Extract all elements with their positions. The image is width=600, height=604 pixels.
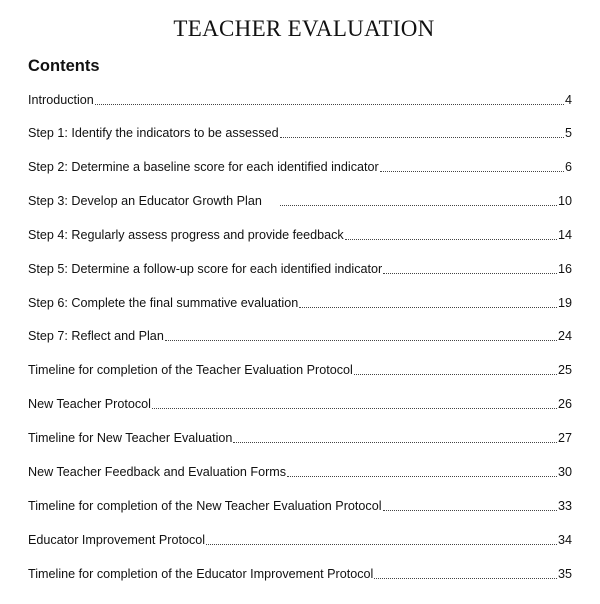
toc-page-number: 25 [557, 363, 572, 377]
toc-dot-leader [345, 239, 557, 240]
toc-dot-leader [165, 340, 557, 341]
toc-dot-leader [152, 408, 557, 409]
toc-entry-title: Timeline for completion of the New Teacher Evaluation Protocol [28, 499, 382, 513]
toc-page-number: 10 [557, 194, 572, 208]
toc-dot-leader [374, 578, 557, 579]
toc-dot-leader [383, 273, 557, 274]
toc-page-number: 19 [557, 296, 572, 310]
toc-page-number: 30 [557, 465, 572, 479]
toc-entry-title: Step 6: Complete the final summative evaluation [28, 296, 299, 310]
toc-entry-title: Step 4: Regularly assess progress and provide feedback [28, 228, 344, 242]
toc-page-number: 24 [557, 329, 572, 343]
toc-entry-new-teacher-evaluation-timeline[interactable] [28, 426, 572, 446]
toc-entry-title: Step 7: Reflect and Plan [28, 329, 164, 343]
toc-page-number: 27 [557, 431, 572, 445]
toc-entry-title: Timeline for completion of the Educator Improvement Protocol [28, 567, 374, 581]
toc-entry-educator-improvement-protocol[interactable] [28, 528, 572, 548]
toc-entry-title: Introduction [28, 93, 94, 107]
toc-entry-title: Step 3: Develop an Educator Growth Plan [28, 194, 262, 208]
toc-entry-step-2[interactable] [28, 155, 572, 175]
toc-entry-title: Educator Improvement Protocol [28, 533, 206, 547]
toc-entry-title: Step 2: Determine a baseline score for each identified indicator [28, 160, 379, 174]
toc-dot-leader [380, 171, 564, 172]
toc-entry-new-teacher-protocol[interactable] [28, 392, 572, 412]
toc-page-number: 16 [557, 262, 572, 276]
toc-entry-new-teacher-forms[interactable] [28, 460, 572, 480]
toc-dot-leader [280, 205, 557, 206]
toc-page-number: 14 [557, 228, 572, 242]
toc-page-number: 5 [564, 126, 572, 140]
toc-entry-educator-improvement-timeline[interactable] [28, 562, 572, 582]
document-title: TEACHER EVALUATION [173, 16, 435, 41]
toc-dot-leader [95, 104, 564, 105]
toc-entry-step-4[interactable] [28, 223, 572, 243]
toc-dot-leader [354, 374, 557, 375]
toc-dot-leader [206, 544, 557, 545]
toc-page-number: 33 [557, 499, 572, 513]
contents-heading: Contents [28, 57, 100, 75]
toc-entry-step-1[interactable] [28, 121, 572, 141]
toc-entry-step-7[interactable] [28, 324, 572, 344]
toc-entry-introduction[interactable] [28, 88, 572, 108]
toc-dot-leader [280, 137, 564, 138]
toc-page-number: 6 [564, 160, 572, 174]
toc-entry-step-6[interactable] [28, 291, 572, 311]
toc-page-number: 4 [564, 93, 572, 107]
toc-entry-title: Step 1: Identify the indicators to be assessed [28, 126, 279, 140]
toc-page-number: 34 [557, 533, 572, 547]
toc-entry-step-5[interactable] [28, 257, 572, 277]
toc-entry-title: Timeline for New Teacher Evaluation [28, 431, 233, 445]
toc-entry-title: Step 5: Determine a follow-up score for each identified indicator [28, 262, 383, 276]
toc-entry-title: New Teacher Protocol [28, 397, 151, 411]
toc-page-number: 26 [557, 397, 572, 411]
toc-entry-title: New Teacher Feedback and Evaluation Forms [28, 465, 287, 479]
toc-dot-leader [299, 307, 557, 308]
toc-dot-leader [383, 510, 557, 511]
toc-entry-title: Timeline for completion of the Teacher Evaluation Protocol [28, 363, 353, 377]
toc-page-number: 35 [557, 567, 572, 581]
toc-dot-leader [287, 476, 557, 477]
toc-dot-leader [233, 442, 557, 443]
toc-entry-step-3[interactable] [28, 189, 572, 209]
toc-entry-new-teacher-protocol-timeline[interactable] [28, 494, 572, 514]
toc-entry-teacher-evaluation-timeline[interactable] [28, 358, 572, 378]
